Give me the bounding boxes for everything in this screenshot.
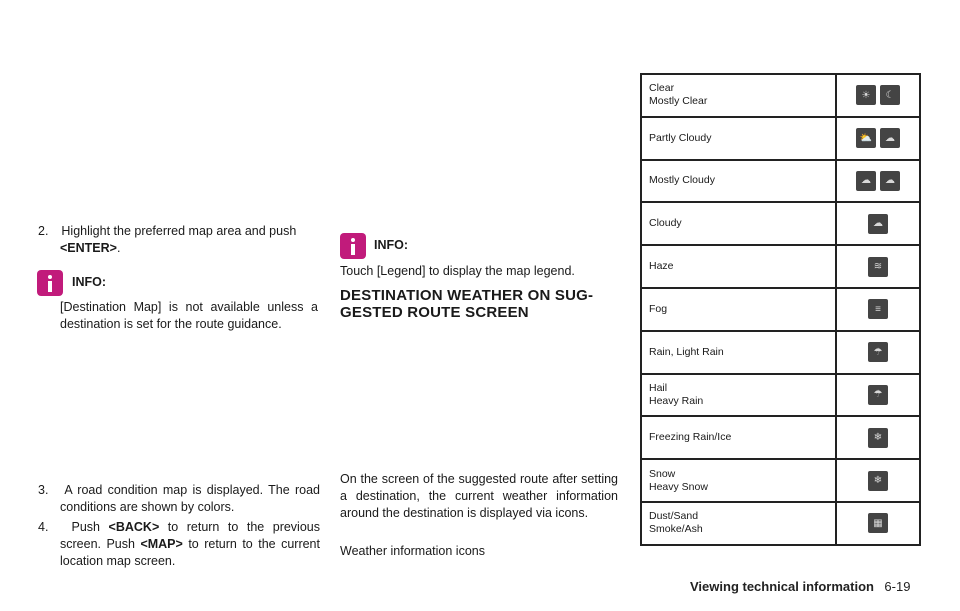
weather-icons-cell xyxy=(836,160,920,203)
weather-icon-table xyxy=(640,73,921,546)
weather-row xyxy=(641,117,920,160)
weather-icons-cell xyxy=(836,245,920,288)
info-icon xyxy=(340,233,366,259)
weather-condition-label xyxy=(641,416,836,459)
condition-line-2: Heavy Snow xyxy=(649,480,708,493)
weather-icons-cell xyxy=(836,74,920,117)
clear-day-icon: ☀ xyxy=(856,85,876,105)
weather-condition-label xyxy=(641,459,836,502)
weather-row xyxy=(641,416,920,459)
heading-line-1: DESTINATION WEATHER ON SUG- xyxy=(340,287,594,304)
step-4 xyxy=(38,519,320,570)
condition-line-1: Partly Cloudy xyxy=(649,131,712,144)
condition-line-2: Smoke/Ash xyxy=(649,523,703,536)
weather-condition-label xyxy=(641,202,836,245)
map-key: <MAP> xyxy=(140,537,183,551)
weather-row xyxy=(641,245,920,288)
dust-icon: ▦ xyxy=(868,513,888,533)
haze-icon: ≋ xyxy=(868,257,888,277)
snow-icon: ❄ xyxy=(868,471,888,491)
partly-cloudy-night-icon: ☁ xyxy=(880,128,900,148)
fog-icon: ≡ xyxy=(868,299,888,319)
condition-line-2: Mostly Clear xyxy=(649,95,708,108)
weather-condition-label xyxy=(641,160,836,203)
page-footer xyxy=(690,578,910,596)
weather-icons-cell xyxy=(836,459,920,502)
weather-icons-cell xyxy=(836,374,920,417)
weather-condition-label xyxy=(641,117,836,160)
hail-icon: ☂ xyxy=(868,385,888,405)
condition-line-1: Dust/Sand xyxy=(649,510,699,523)
weather-condition-label xyxy=(641,502,836,545)
weather-row xyxy=(641,288,920,331)
weather-row xyxy=(641,459,920,502)
condition-line-1: Hail xyxy=(649,381,668,394)
footer-section: Viewing technical information xyxy=(690,579,874,594)
weather-icons-cell xyxy=(836,202,920,245)
info-label: INFO: xyxy=(374,238,409,252)
step-4-end: to return to the current location map screen. xyxy=(60,537,320,568)
step-4-number: 4. xyxy=(38,520,49,534)
condition-line-1: Clear xyxy=(649,82,675,95)
rain-icon: ☂ xyxy=(868,342,888,362)
info-text: [Destination Map] is not available unless a destination is set for the route guidance. xyxy=(60,300,318,331)
heading-line-2: GESTED ROUTE SCREEN xyxy=(340,304,529,321)
weather-condition-label xyxy=(641,74,836,117)
condition-line-1: Snow xyxy=(649,467,676,480)
info-icon xyxy=(37,270,63,296)
condition-line-1: Cloudy xyxy=(649,217,682,230)
freezing-rain-icon: ❄ xyxy=(868,428,888,448)
enter-key: <ENTER> xyxy=(60,241,117,255)
weather-row xyxy=(641,74,920,117)
weather-row xyxy=(641,502,920,545)
condition-line-1: Rain, Light Rain xyxy=(649,345,724,358)
weather-row xyxy=(641,331,920,374)
weather-condition-label xyxy=(641,245,836,288)
mostly-cloudy-day-icon: ☁ xyxy=(856,171,876,191)
weather-icons-cell xyxy=(836,331,920,374)
weather-condition-label xyxy=(641,374,836,417)
condition-line-1: Haze xyxy=(649,260,674,273)
weather-row xyxy=(641,374,920,417)
page-number: 6-19 xyxy=(884,579,911,594)
weather-condition-label xyxy=(641,288,836,331)
weather-icons-cell xyxy=(836,288,920,331)
step-2-text: Highlight the preferred map area and push xyxy=(61,224,297,238)
step-4-push: Push xyxy=(71,520,100,534)
weather-row xyxy=(641,202,920,245)
condition-line-1: Mostly Cloudy xyxy=(649,174,715,187)
legend-info-text: Touch [Legend] to display the map legend. xyxy=(340,264,575,278)
condition-line-1: Freezing Rain/Ice xyxy=(649,431,732,444)
weather-paragraph: On the screen of the suggested route after setting a destination, the current weather information around the destination is displayed via icons. xyxy=(340,472,618,520)
section-heading xyxy=(340,287,620,321)
step-2 xyxy=(38,223,320,257)
mostly-cloudy-night-icon: ☁ xyxy=(880,171,900,191)
step-3-text: A road condition map is displayed. The road conditions are shown by colors. xyxy=(60,483,320,514)
step-2-suffix: . xyxy=(116,241,121,255)
cloudy-icon: ☁ xyxy=(868,214,888,234)
partly-cloudy-day-icon: ⛅ xyxy=(856,128,876,148)
weather-icons-cell xyxy=(836,117,920,160)
step-3-number: 3. xyxy=(38,483,49,497)
weather-icons-cell xyxy=(836,502,920,545)
step-3 xyxy=(38,482,320,516)
weather-caption: Weather information icons xyxy=(340,544,485,558)
info-label: INFO: xyxy=(72,275,107,289)
weather-row xyxy=(641,160,920,203)
condition-line-2: Heavy Rain xyxy=(649,394,704,407)
weather-condition-label xyxy=(641,331,836,374)
back-key: <BACK> xyxy=(108,520,160,534)
clear-night-icon: ☾ xyxy=(880,85,900,105)
step-4-mid: to return to the previous screen. Push xyxy=(60,520,320,551)
condition-line-1: Fog xyxy=(649,302,668,315)
step-2-number: 2. xyxy=(38,224,49,238)
weather-icons-cell xyxy=(836,416,920,459)
